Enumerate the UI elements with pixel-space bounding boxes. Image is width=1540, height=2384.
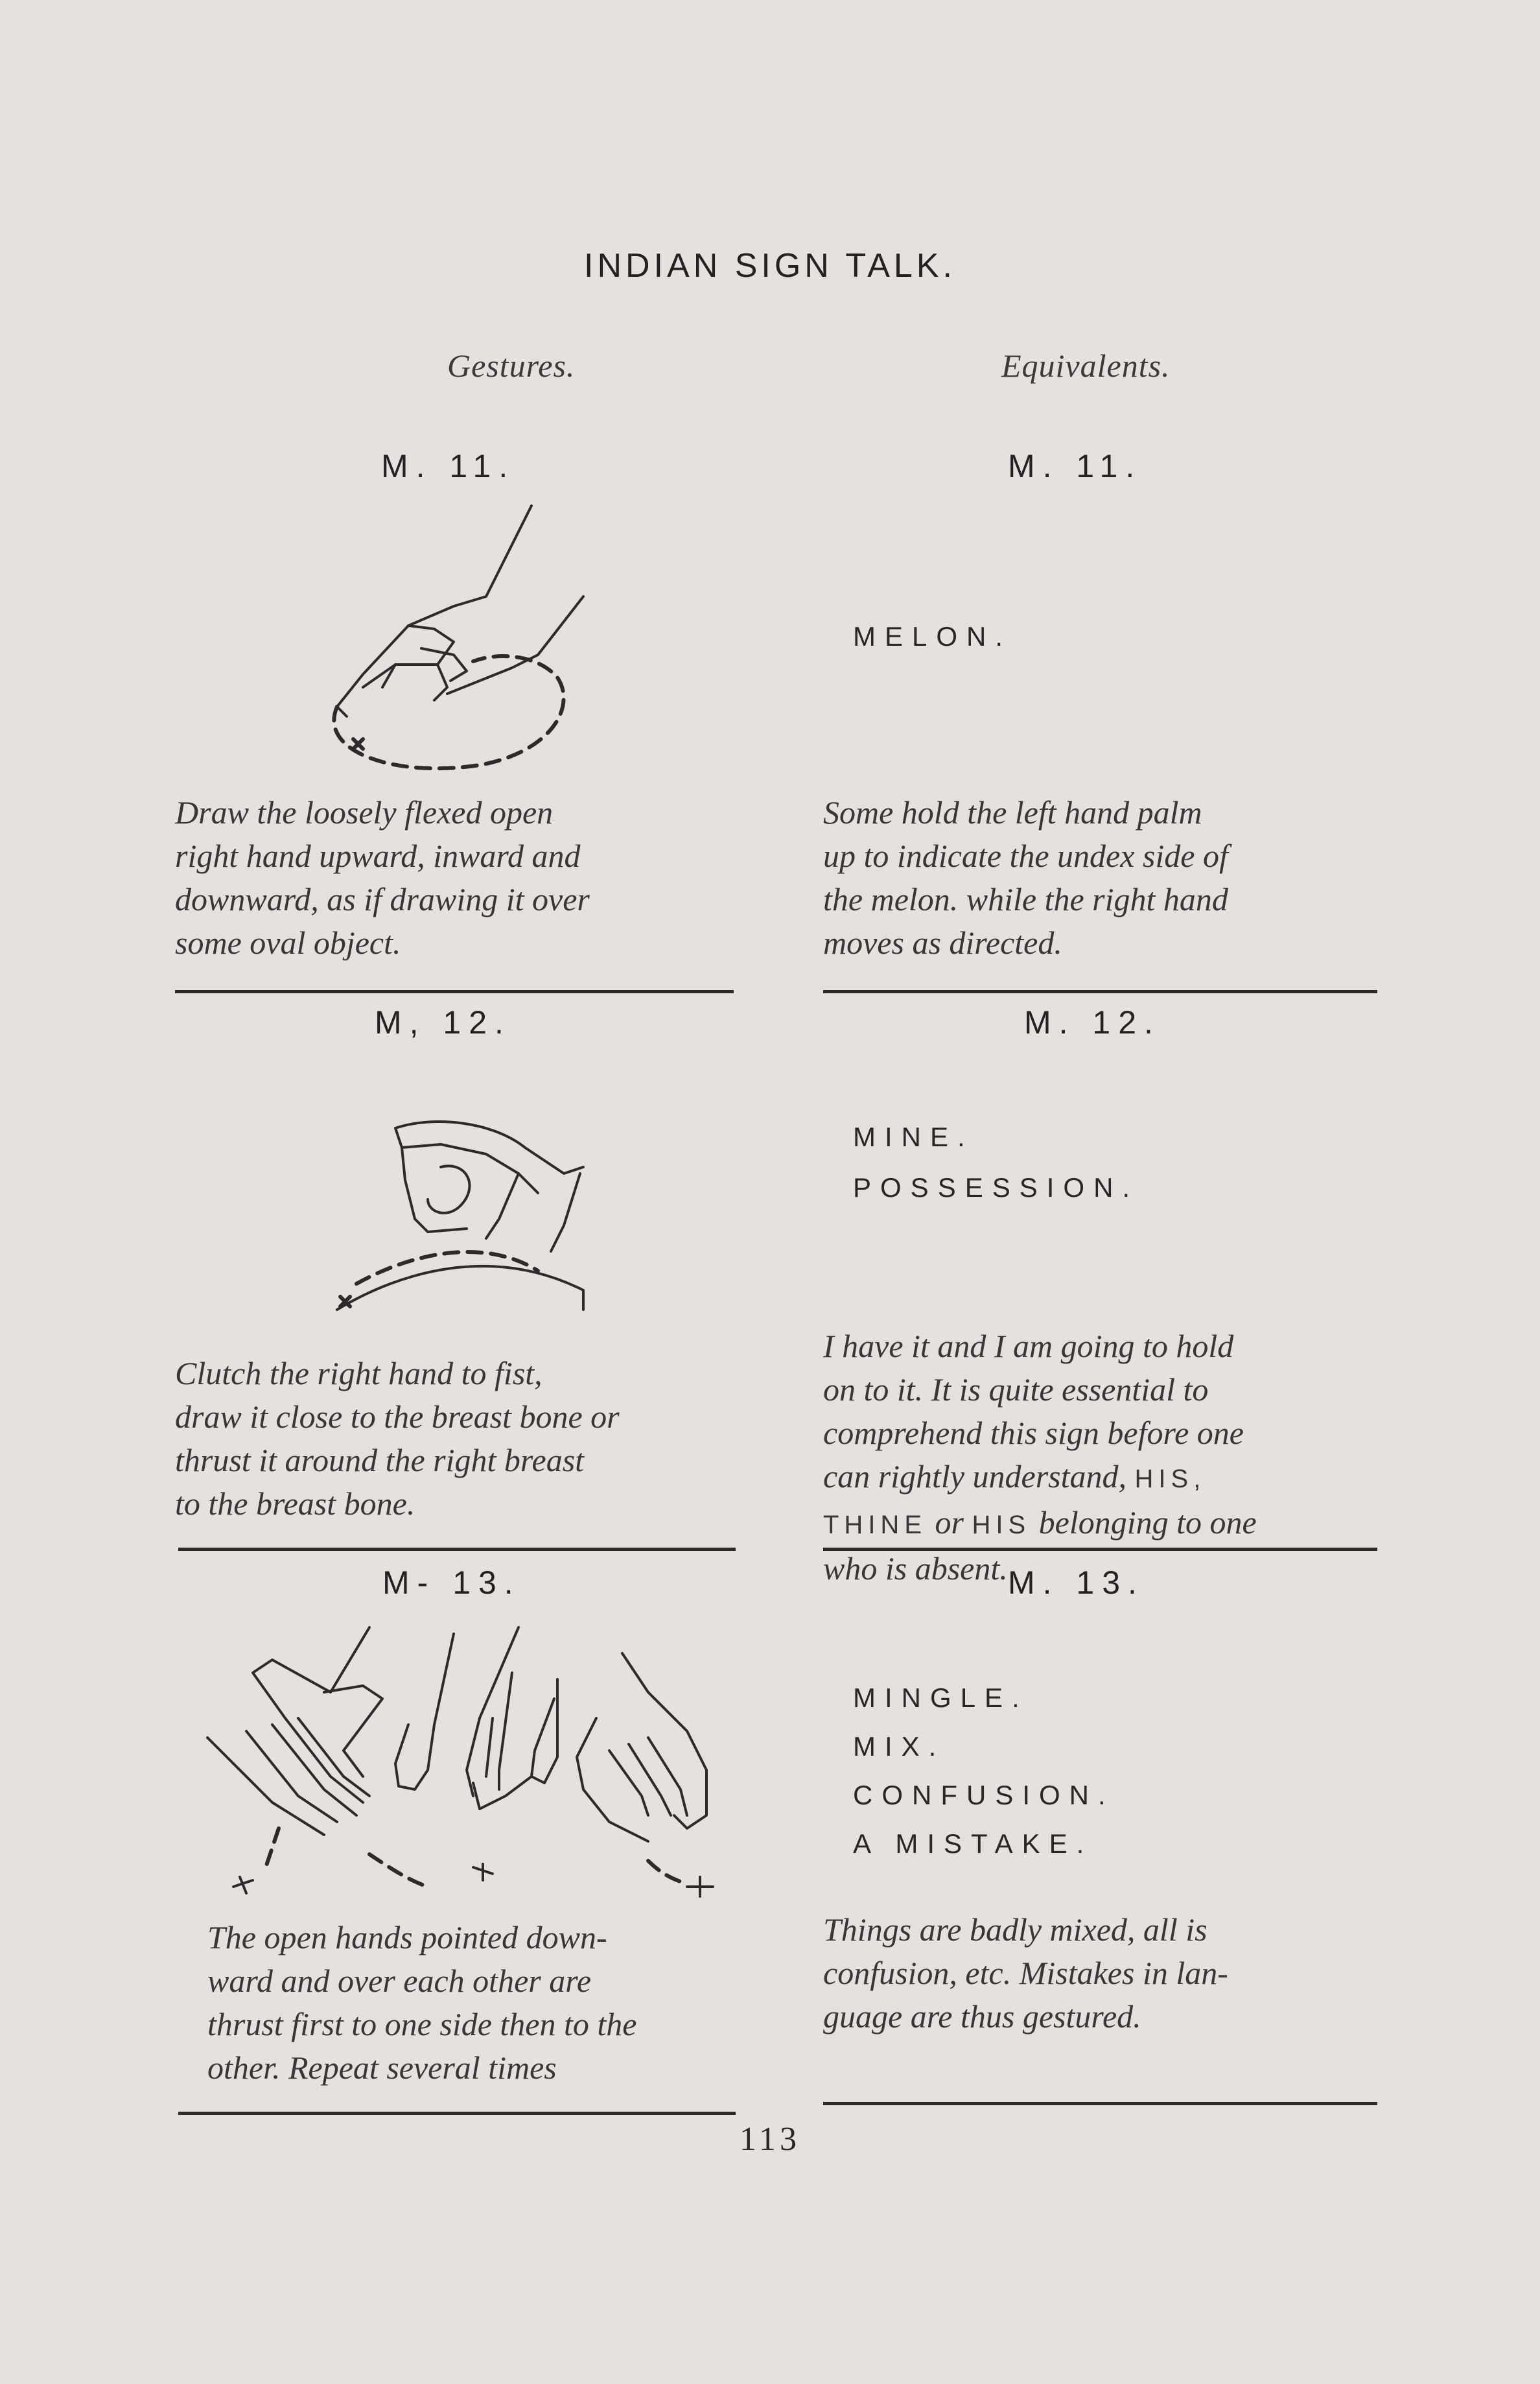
equivalent-note: Some hold the left hand palm up to indicate the undex side of the melon. while the right hand moves as directed. <box>823 794 1228 961</box>
column-heading-gestures: Gestures. <box>447 348 576 384</box>
equivalent-word: MELON. <box>853 621 1012 652</box>
divider-right <box>823 2102 1377 2105</box>
divider-right <box>823 990 1377 993</box>
equivalent-word: MINGLE. <box>853 1682 1029 1713</box>
equivalent-word: MIX. <box>853 1731 946 1762</box>
melon-gesture-illustration <box>318 493 616 785</box>
divider-left <box>178 2112 736 2115</box>
gesture-description: Draw the loosely flexed open right hand upward, inward and downward, as if drawing it over some oval object. <box>175 794 590 961</box>
mingle-gesture-illustration <box>194 1621 726 1919</box>
equivalent-word: MINE. <box>853 1122 974 1152</box>
equivalent-word: CONFUSION. <box>853 1780 1115 1810</box>
entry-label-left: M. 11. <box>381 448 516 484</box>
gesture-description: The open hands pointed down- ward and over each other are thrust first to one side then to the other. Repeat several times <box>207 1919 637 2086</box>
entry-label-right: M. 11. <box>1008 448 1143 484</box>
divider-left <box>178 1548 736 1551</box>
page-number: 113 <box>739 2121 801 2158</box>
divider-right <box>823 1548 1377 1551</box>
divider-left <box>175 990 734 993</box>
equivalent-note: Things are badly mixed, all is confusion, etc. Mistakes in lan- guage are thus gestured. <box>823 1911 1228 2035</box>
entry-label-left: M- 13. <box>382 1564 521 1601</box>
equivalent-word: POSSESSION. <box>853 1172 1139 1203</box>
entry-label-right: M. 13. <box>1008 1564 1145 1601</box>
entry-label-right: M. 12. <box>1024 1004 1161 1041</box>
gesture-description: Clutch the right hand to fist, draw it close to the breast bone or thrust it around the right breast to the breast bone. <box>175 1355 620 1522</box>
entry-label-left: M, 12. <box>375 1004 511 1041</box>
equivalent-word: A MISTAKE. <box>853 1828 1093 1859</box>
equivalent-note: I have it and I am going to hold on to it. It is quite essential to comprehend this sign before one can rightly understand, HIS, THINE or HIS belonging to one who is absent. <box>823 1328 1257 1587</box>
mine-gesture-illustration <box>324 1102 622 1336</box>
column-heading-equivalents: Equivalents. <box>1001 348 1171 384</box>
page-title: INDIAN SIGN TALK. <box>584 247 956 285</box>
